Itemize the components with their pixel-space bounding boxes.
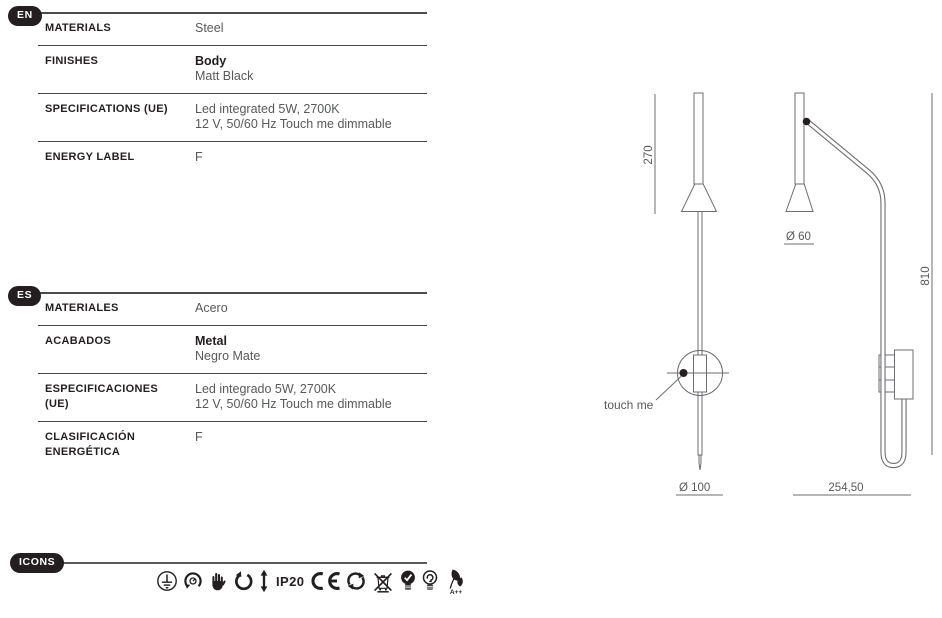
table-row — [38, 142, 427, 174]
value-line: 12 V, 50/60 Hz Touch me dimmable — [195, 397, 392, 411]
dimension-label-254: 254,50 — [828, 482, 864, 494]
bulb-included-icon — [399, 569, 417, 593]
lamp-stem-side — [795, 93, 804, 184]
dimension-label-810: 810 — [920, 266, 933, 286]
arm-pivot-joint — [803, 118, 811, 126]
recyclable-icon — [345, 570, 367, 592]
lamp-cone-shade — [682, 184, 717, 212]
table-row — [38, 13, 427, 46]
row-label: ENERGY LABEL — [45, 151, 135, 163]
spec-table-en — [38, 13, 427, 174]
lamp-lower-rod — [698, 212, 702, 456]
table-row — [38, 422, 427, 469]
rotate-icon — [232, 570, 254, 592]
value-line: Led integrated 5W, 2700K — [195, 102, 340, 116]
row-label: ACABADOS — [45, 335, 111, 347]
value-line: F — [195, 150, 203, 164]
wall-bracket-plate — [895, 350, 914, 399]
table-row — [38, 374, 427, 422]
row-label: MATERIALS — [45, 22, 112, 34]
table-row — [38, 293, 427, 326]
row-value — [195, 102, 427, 132]
value-line: Matt Black — [195, 69, 254, 83]
dimmer-icon — [182, 570, 204, 592]
touch-button-dot — [680, 369, 688, 377]
row-value — [195, 54, 427, 84]
table-row — [38, 46, 427, 94]
row-value — [195, 150, 427, 165]
row-value — [195, 430, 427, 460]
technical-drawing — [585, 85, 942, 510]
ip-rating-label — [274, 574, 306, 589]
row-label: ESPECIFICACIONES (UE) — [45, 383, 158, 410]
weee-bin-icon — [371, 569, 395, 593]
value-line: Metal — [195, 334, 227, 348]
dimension-label-270: 270 — [643, 145, 656, 165]
table-row — [38, 326, 427, 374]
value-line: Body — [195, 54, 227, 68]
lang-tag-es: ES — [8, 286, 41, 306]
energy-class-text: A++ — [450, 588, 463, 595]
dimension-label-diameter-60: Ø 60 — [786, 231, 811, 243]
ce-mark-icon — [310, 571, 341, 591]
value-line: Negro Mate — [195, 349, 261, 363]
lamp-cone-shade-side — [786, 184, 813, 212]
lamp-rod-tip — [699, 455, 701, 470]
row-label: FINISHES — [45, 55, 99, 67]
energy-class-leaf-icon — [443, 568, 465, 595]
lamp-arm-tube-outer — [807, 121, 904, 466]
dimension-label-diameter-100: Ø 100 — [679, 482, 711, 494]
value-line: Steel — [195, 21, 224, 35]
row-value — [195, 21, 427, 36]
row-value — [195, 382, 427, 412]
ip-rating-text: IP20 — [276, 573, 305, 589]
value-line: 12 V, 50/60 Hz Touch me dimmable — [195, 117, 392, 131]
section-rule-icons — [62, 562, 427, 564]
value-line: Acero — [195, 301, 228, 315]
row-label: SPECIFICATIONS (UE) — [45, 103, 168, 115]
row-label: CLASIFICACIÓN ENERGÉTICA — [45, 431, 136, 458]
row-value — [195, 301, 427, 316]
wall-lamp-side-view — [784, 93, 932, 495]
touch-leader-line — [656, 377, 681, 401]
earth-ground-icon — [156, 570, 178, 592]
adjustable-height-icon — [258, 569, 270, 593]
wall-lamp-front-view — [655, 93, 729, 495]
row-label: MATERIALES — [45, 302, 119, 314]
lamp-stem — [694, 93, 703, 184]
value-line: F — [195, 430, 203, 444]
icons-tag: ICONS — [10, 553, 64, 573]
lang-tag-en: EN — [8, 6, 42, 26]
touch-me-label: touch me — [604, 398, 654, 412]
lamp-arm-tube-inner — [807, 121, 904, 466]
certification-icons-row — [156, 566, 465, 596]
row-value — [195, 334, 427, 364]
bulb-replaceable-icon — [421, 569, 439, 593]
touch-hand-icon — [208, 569, 228, 593]
table-row — [38, 94, 427, 142]
spec-table-es — [38, 293, 427, 469]
value-line: Led integrado 5W, 2700K — [195, 382, 337, 396]
